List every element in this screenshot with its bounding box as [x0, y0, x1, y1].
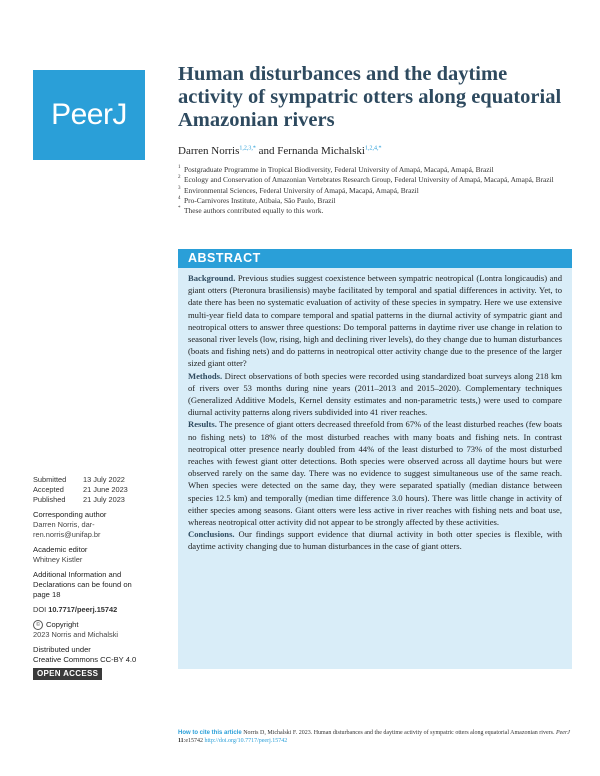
- background-text: Previous studies suggest coexistence between sympatric neotropical (Lontra longicaudis) and giant otters (Pteronura brasiliensis) maybe facilitated by temporal and spatial differences in activity. Yet, to date there has been no systematic evaluation of activity of these species in sympatry. Here we use extensive multi-year field data to compare temporal and spatial patterns in the diurnal activity of sympatric giant and neotropical otters to answer three questions: Do temporal patterns in daytime river use change in relation to seasonal river levels (low, rising, high and declining river levels), do they change due to human disturbances (boats and fishing nets) and do patterns in neotropical otter activity change due to the presence of the larger sized giant otter?: [188, 273, 562, 369]
- affiliation-item: [178, 165, 568, 175]
- date-row: [33, 495, 158, 505]
- citation-label: How to cite this article: [178, 730, 242, 736]
- affiliation-number: *: [178, 206, 181, 212]
- date-label: Accepted: [33, 485, 64, 494]
- affiliation-item: [178, 196, 568, 206]
- corresponding-email-link[interactable]: ren.norris@unifap.br: [33, 530, 101, 539]
- abstract-conclusions: [188, 528, 562, 552]
- doi: [33, 605, 158, 615]
- additional-information-link[interactable]: [33, 570, 158, 600]
- abstract-methods: [188, 370, 562, 419]
- open-access-badge: OPEN ACCESS: [33, 668, 102, 680]
- author-joiner: and: [258, 145, 275, 157]
- editor-label: Academic editor: [33, 545, 88, 554]
- citation-article: :e15742: [183, 738, 204, 744]
- citation-volume: 11: [178, 738, 184, 744]
- abstract-results: [188, 418, 562, 528]
- abstract-section: [178, 249, 572, 669]
- date-value: 13 July 2022: [83, 475, 125, 484]
- date-value: 21 June 2023: [83, 485, 128, 494]
- results-text: The presence of giant otters decreased threefold from 67% of the least disturbed reaches (few boats no fishing nets) to 18% of the most disturbed reaches with many boats and fishing nets. In contrast neotropical otter presence nearly doubled from 44% of the least disturbed to 73% of the most disturbed reaches with fewest giant otter detections. Both species were observed across all daytime hours but were observed rarely on the same day. There was no evidence to suggest simultaneous use of the same reach. When species were detected on the same day, they were separated spatially (median distance between species 12.5 km) and temporally (median time difference 3.0 hours). There was little change in activity of either species among seasons. Giant otters were less active in river reaches with fishing nets and boat use, whereas neotropical otter activity did not appear to be strongly affected by these activities.: [188, 419, 562, 528]
- results-label: Results.: [188, 419, 217, 430]
- affiliation-number: 2: [178, 175, 181, 181]
- doi-link[interactable]: 10.7717/peerj.15742: [48, 605, 118, 614]
- copyright-icon: ©: [33, 620, 43, 630]
- affiliation-number: 1: [178, 165, 181, 170]
- citation-journal: PeerJ: [555, 730, 570, 736]
- date-label: Published: [33, 495, 66, 504]
- affiliation-text: These authors contributed equally to this work.: [184, 206, 324, 216]
- affiliation-text: Pro-Carnivores Institute, Atibaia, São Paulo, Brazil: [184, 195, 336, 205]
- article-info-sidebar: [33, 475, 158, 680]
- methods-label: Methods.: [188, 370, 223, 381]
- editor-name: Whitney Kistler: [33, 555, 83, 564]
- doi-label: DOI: [33, 605, 47, 614]
- affiliation-text: Ecology and Conservation of Amazonian Vertebrates Research Group, Federal University of Amapá, Macapá, Amapá, Brazil: [184, 175, 554, 185]
- conclusions-label: Conclusions.: [188, 529, 235, 540]
- academic-editor: [33, 545, 158, 565]
- citation-text: Norris D, Michalski F. 2023. Human disturbances and the daytime activity of sympatric otters along equatorial Amazonian rivers.: [243, 730, 555, 736]
- logo-text: PeerJ: [51, 98, 127, 131]
- license-link[interactable]: Creative Commons CC-BY 4.0: [33, 655, 137, 664]
- author-name[interactable]: Fernanda Michalski: [277, 145, 365, 157]
- date-value: 21 July 2023: [83, 495, 125, 504]
- copyright-row: [33, 620, 158, 630]
- date-row: [33, 475, 158, 485]
- additional-info-line: Additional Information and: [33, 570, 122, 579]
- author-affiliation-marks: 1,2,4,*: [364, 145, 382, 152]
- corresponding-name: Darren Norris, dar-: [33, 520, 95, 529]
- copyright-label: Copyright: [46, 620, 79, 629]
- corresponding-label: Corresponding author: [33, 510, 107, 519]
- affiliation-item: [178, 186, 568, 196]
- methods-text: Direct observations of both species were recorded using standardized boat surveys along 218 km of rivers over 53 months during nine years (2011–2013 and 2015–2020). Complementary techniques (Generalized Additive Models, Kernel density estimates and non-parametric tests,) were used to compare diurnal activity patterns along rivers subdivided into 41 river reaches.: [188, 370, 562, 418]
- affiliation-text: Environmental Sciences, Federal University of Amapá, Macapá, Amapá, Brazil: [184, 185, 419, 195]
- peerj-logo: [33, 70, 145, 160]
- corresponding-author: [33, 510, 158, 540]
- affiliation-number: 3: [178, 185, 181, 191]
- author-affiliation-marks: 1,2,3,*: [239, 145, 256, 152]
- date-row: [33, 485, 158, 495]
- article-title: Human disturbances and the daytime activity of sympatric otters along equatorial Amazonian rivers: [178, 63, 562, 131]
- copyright-value: 2023 Norris and Michalski: [33, 630, 119, 639]
- affiliation-number: 4: [178, 195, 181, 201]
- abstract-body: [178, 268, 572, 553]
- abstract-heading: ABSTRACT: [178, 249, 572, 268]
- author-list: [178, 145, 578, 157]
- date-label: Submitted: [33, 475, 67, 484]
- citation-doi-link[interactable]: http://doi.org/10.7717/peerj.15742: [204, 738, 288, 744]
- abstract-background: [188, 272, 562, 370]
- copyright: [33, 620, 158, 640]
- additional-info-line: Declarations can be found on: [33, 580, 132, 589]
- affiliation-list: [178, 165, 568, 216]
- additional-info-line: page 18: [33, 590, 61, 599]
- conclusions-text: Our findings support evidence that diurnal activity in both otter species is flexible, with daytime activity changing due to human disturbances in the case of giant otters.: [188, 529, 562, 552]
- license-line: Distributed under: [33, 645, 91, 654]
- license: [33, 645, 158, 680]
- affiliation-item: [178, 175, 568, 185]
- background-label: Background.: [188, 273, 236, 283]
- affiliation-item: [178, 206, 568, 216]
- affiliation-text: Postgraduate Programme in Tropical Biodiversity, Federal University of Amapá, Macapá, Amapá, Brazil: [184, 165, 494, 174]
- author-name[interactable]: Darren Norris: [178, 145, 240, 157]
- citation-block: [178, 729, 572, 745]
